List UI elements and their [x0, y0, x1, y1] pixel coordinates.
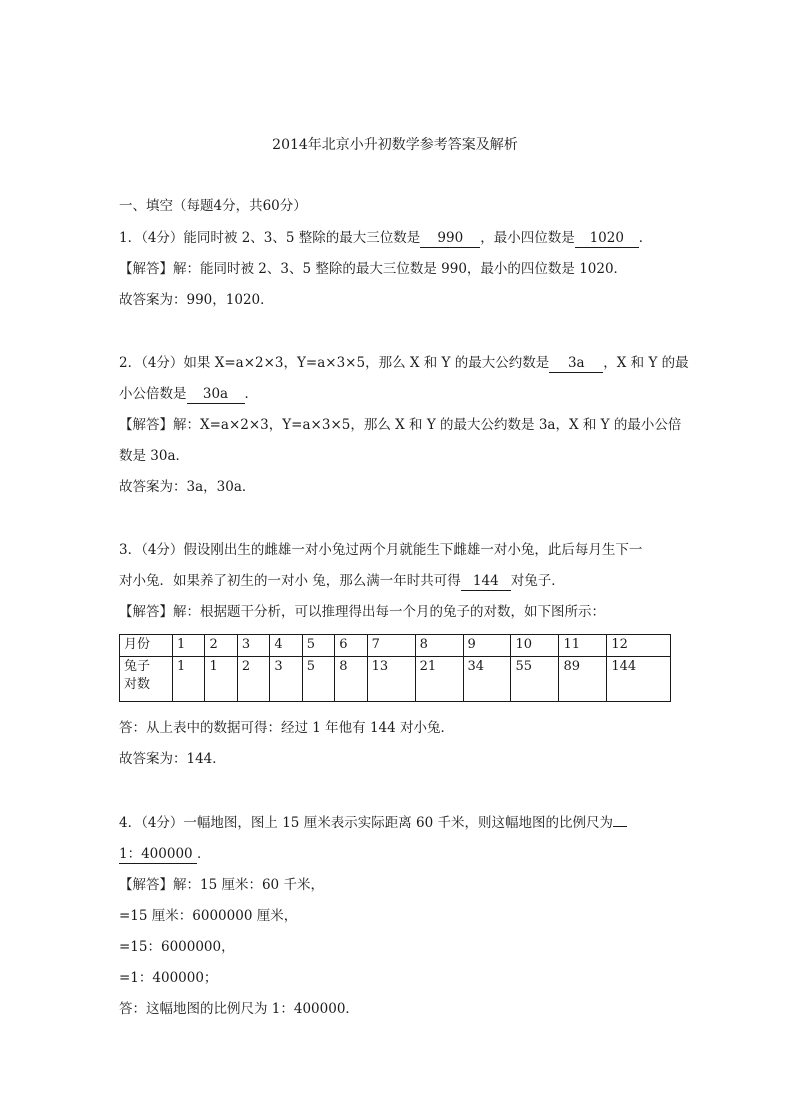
solution-tag: 【解答】: [119, 604, 173, 620]
table-cell-month: 8: [415, 635, 463, 657]
table-cell-month: 6: [335, 635, 367, 657]
table-cell-pairs: 21: [415, 657, 463, 702]
q1-solution-text: 解：能同时被 2、3、5 整除的最大三位数是 990，最小的四位数是 1020．: [173, 261, 628, 277]
q2-answer-blank-1: 3a: [549, 355, 603, 373]
table-cell-pairs: 34: [463, 657, 511, 702]
q1-answer-blank-1: 990: [420, 230, 480, 248]
q1-final-answer: 故答案为：990，1020．: [119, 292, 274, 308]
table-cell-month: 11: [559, 635, 607, 657]
q1-stem-a: 1．（4分）能同时被 2、3、5 整除的最大三位数是: [119, 230, 421, 246]
q3-stem-b: 对小兔．如果养了初生的一对小 兔，那么满一年时共可得: [119, 573, 461, 589]
q3-final-answer: 故答案为：144．: [119, 751, 226, 767]
q4-solution-step-1: 解：15 厘米：60 千米，: [173, 877, 324, 893]
table-cell-pairs: 3: [270, 657, 302, 702]
q3-answer-statement: 答：从上表中的数据可得：经过 1 年他有 144 对小兔．: [119, 720, 455, 736]
table-header-month: 月份: [120, 635, 173, 657]
q2-solution: [119, 415, 681, 435]
q4-blank-start: [613, 826, 627, 827]
table-cell-pairs: 89: [559, 657, 607, 702]
q4-stem-a: 4．（4分）一幅地图，图上 15 厘米表示实际距离 60 千米，则这幅地图的比例尺为: [119, 815, 613, 831]
table-cell-month: 7: [367, 635, 415, 657]
rabbit-pairs-table: [119, 634, 671, 702]
q1-stem-c: ．: [638, 230, 653, 246]
table-cell-month: 4: [270, 635, 302, 657]
q3-answer-blank-1: 144: [461, 573, 511, 591]
table-cell-month: 5: [302, 635, 334, 657]
table-cell-month: 3: [237, 635, 269, 657]
table-cell-pairs: 8: [335, 657, 367, 702]
q2-stem-a: 2．（4分）如果 X=a×2×3，Y=a×3×5，那么 X 和 Y 的最大公约数是: [119, 355, 550, 371]
table-cell-pairs: 2: [237, 657, 269, 702]
question-2: [119, 353, 689, 373]
question-1: [119, 228, 652, 248]
q2-stem-c: 小公倍数是: [119, 386, 187, 402]
table-cell-pairs: 1: [173, 657, 205, 702]
question-2-cont: [119, 384, 258, 404]
table-row-pairs: [120, 657, 671, 702]
q4-solution-step-4: =1：400000；: [119, 970, 218, 986]
q4-solution: [119, 875, 324, 895]
section-heading: 一、填空（每题4分，共60分）: [119, 198, 307, 214]
q4-stem-b: ．: [197, 846, 211, 862]
table-cell-month: 9: [463, 635, 511, 657]
solution-tag: 【解答】: [119, 877, 173, 893]
table-cell-pairs: 13: [367, 657, 415, 702]
q4-solution-step-3: =15：6000000，: [119, 939, 235, 955]
q2-answer-blank-2: 30a: [187, 386, 245, 404]
table-cell-pairs: 1: [205, 657, 237, 702]
table-cell-pairs: 144: [607, 657, 671, 702]
question-3-cont: [119, 571, 565, 591]
q3-stem-c: 对兔子．: [510, 573, 565, 589]
question-4: [119, 813, 627, 833]
table-cell-pairs: 55: [511, 657, 559, 702]
q1-answer-blank-2: 1020: [575, 230, 639, 248]
table-row-months: [120, 635, 671, 657]
solution-tag: 【解答】: [119, 261, 173, 277]
q2-final-answer: 故答案为：3a，30a．: [119, 479, 256, 495]
question-4-cont: [119, 844, 211, 864]
q1-stem-b: ，最小四位数是: [480, 230, 575, 246]
q2-solution-cont: 数是 30a．: [119, 448, 190, 464]
q1-solution: [119, 259, 627, 279]
question-3: 3．（4分）假设刚出生的雌雄一对小兔过两个月就能生下雌雄一对小兔，此后每月生下一: [119, 542, 643, 558]
page-title: 2014年北京小升初数学参考答案及解析: [272, 137, 518, 153]
q4-answer-statement: 答：这幅地图的比例尺为 1：400000．: [119, 1001, 359, 1017]
solution-tag: 【解答】: [119, 417, 173, 433]
q4-answer-blank-1: 1：400000: [119, 846, 197, 864]
q3-solution-text: 解：根据题干分析，可以推理得出每一个月的兔子的对数，如下图所示：: [173, 604, 605, 620]
table-cell-month: 12: [607, 635, 671, 657]
table-cell-pairs: 5: [302, 657, 334, 702]
table-cell-month: 2: [205, 635, 237, 657]
q3-solution: [119, 602, 605, 622]
table-cell-month: 1: [173, 635, 205, 657]
table-header-pairs-line-1: 兔子: [124, 659, 151, 674]
table-cell-month: 10: [511, 635, 559, 657]
q2-solution-text: 解：X=a×2×3，Y=a×3×5，那么 X 和 Y 的最大公约数是 3a，X 和 Y 的最小公倍: [173, 417, 682, 433]
q2-stem-d: ．: [244, 386, 258, 402]
table-header-pairs: [120, 657, 173, 702]
table-header-pairs-line-2: 对数: [124, 677, 151, 692]
q4-solution-step-2: =15 厘米：6000000 厘米，: [119, 908, 298, 924]
q2-stem-b: ，X 和 Y 的最: [603, 355, 689, 371]
